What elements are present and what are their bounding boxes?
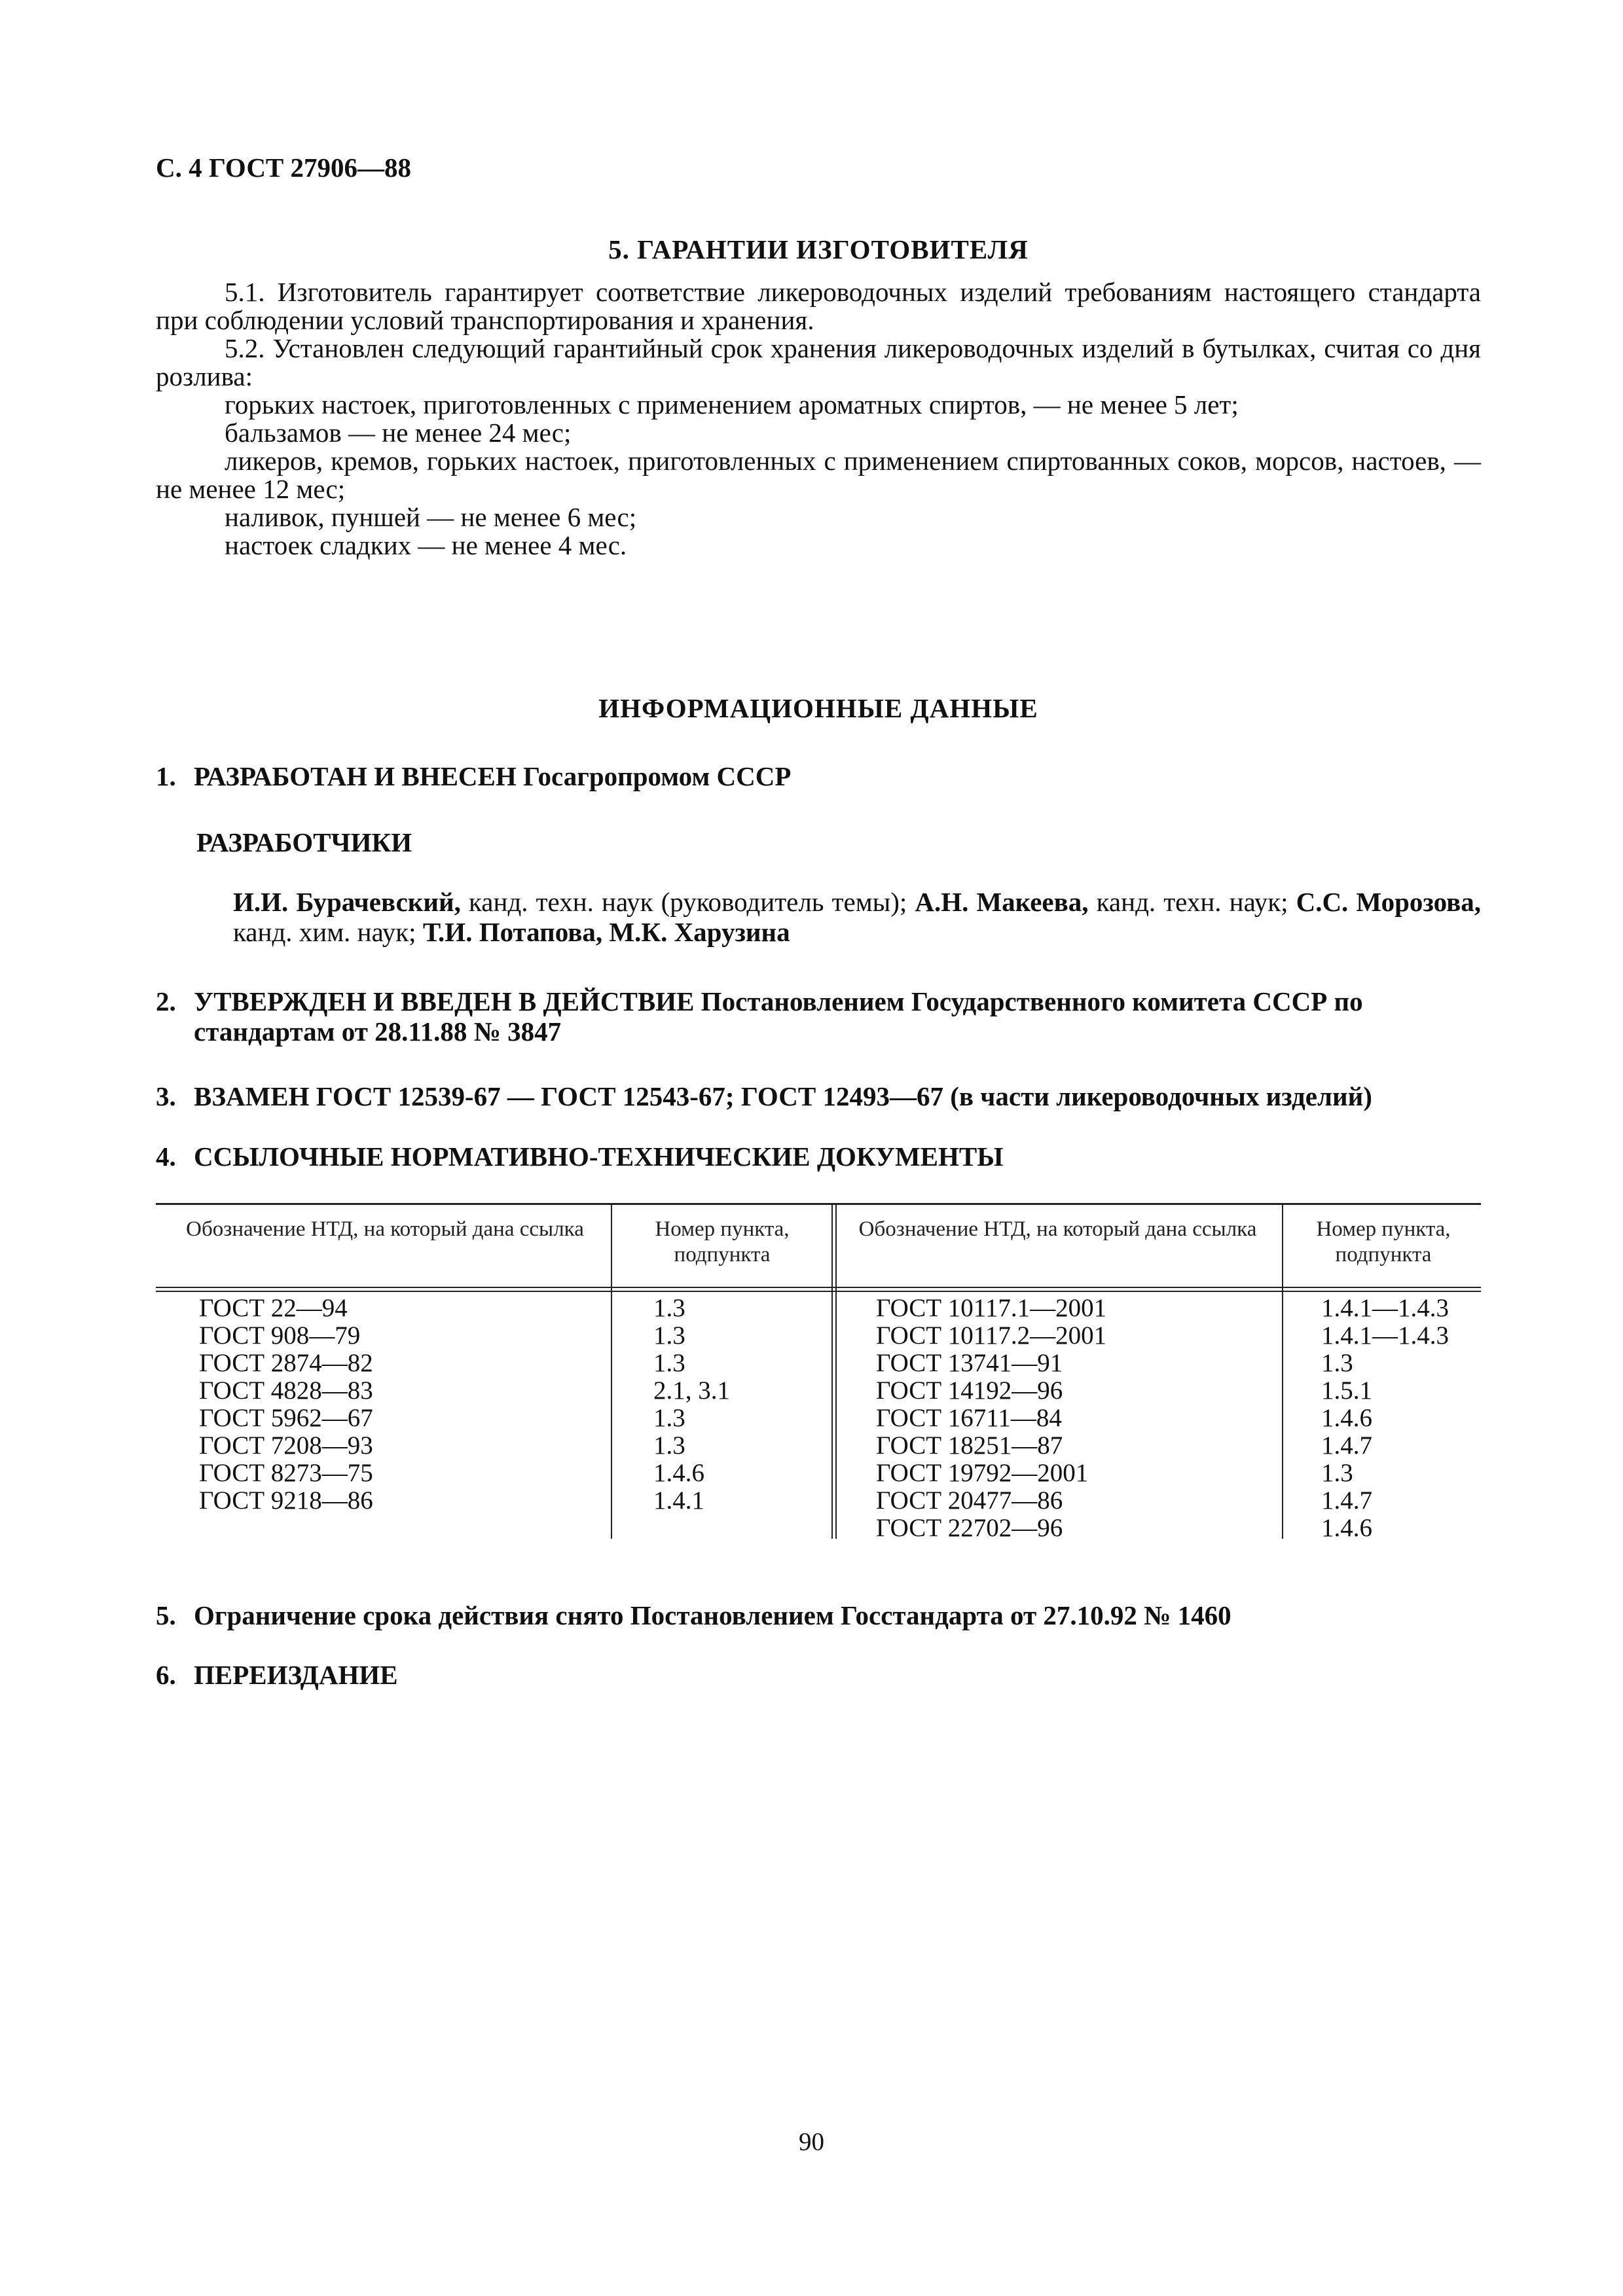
- table-divider: [831, 1205, 833, 1539]
- list-item: горьких настоек, приготовленных с применением ароматных спиртов, — не менее 5 лет;: [225, 389, 1239, 420]
- table-column-right-points: [1321, 1295, 1449, 1542]
- info-item-4: [156, 1141, 1481, 1172]
- developer-desc: канд. техн. наук (руководитель темы);: [460, 887, 915, 917]
- table-cell: ГОСТ 7208—93: [199, 1431, 373, 1460]
- table-cell: ГОСТ 20477—86: [876, 1486, 1063, 1515]
- table-divider: [835, 1205, 837, 1539]
- table-cell: ГОСТ 19792—2001: [876, 1459, 1089, 1487]
- table-cell: ГОСТ 10117.2—2001: [876, 1321, 1107, 1350]
- table-cell: ГОСТ 18251—87: [876, 1431, 1063, 1460]
- developers-list: [233, 887, 1481, 947]
- table-header-cell: Обозначение НТД, на который дана ссылка: [858, 1217, 1257, 1241]
- table-divider: [611, 1205, 612, 1539]
- table-header-cell: Номер пункта, подпункта: [655, 1217, 790, 1266]
- table-cell: 1.4.1: [653, 1486, 704, 1515]
- list-item: настоек сладких — не менее 4 мес.: [225, 530, 627, 560]
- table-divider: [1282, 1205, 1283, 1539]
- table-cell: 1.3: [653, 1321, 685, 1350]
- table-cell: 1.4.6: [1321, 1404, 1372, 1432]
- table-cell: ГОСТ 10117.1—2001: [876, 1294, 1107, 1322]
- item-text: РАЗРАБОТАН И ВНЕСЕН Госагропромом СССР: [194, 761, 792, 791]
- table-cell: 2.1, 3.1: [653, 1376, 730, 1405]
- table-cell: ГОСТ 5962—67: [199, 1404, 373, 1432]
- developer-desc: канд. техн. наук;: [1088, 887, 1296, 917]
- item-number: 4.: [156, 1141, 176, 1172]
- info-item-5: [156, 1600, 1481, 1630]
- developer-name: С.С. Морозова,: [1296, 887, 1481, 917]
- table-cell: 1.3: [653, 1404, 685, 1432]
- table-cell: ГОСТ 13741—91: [876, 1349, 1063, 1377]
- table-cell: 1.4.1—1.4.3: [1321, 1321, 1449, 1350]
- section-5-title: 5. ГАРАНТИИ ИЗГОТОВИТЕЛЯ: [608, 234, 1029, 264]
- table-column-right-docs: [876, 1295, 1106, 1542]
- table-cell: 1.5.1: [1321, 1376, 1372, 1405]
- item-number: 5.: [156, 1600, 176, 1630]
- item-number: 1.: [156, 761, 176, 791]
- developers-label: РАЗРАБОТЧИКИ: [196, 827, 412, 857]
- table-cell: ГОСТ 22—94: [199, 1294, 348, 1322]
- table-cell: 1.3: [653, 1349, 685, 1377]
- table-cell: ГОСТ 9218—86: [199, 1486, 373, 1515]
- table-cell: 1.3: [1321, 1459, 1353, 1487]
- item-text: ВЗАМЕН ГОСТ 12539-67 — ГОСТ 12543-67; ГОСТ 12493—67 (в части ликероводочных изделий): [194, 1081, 1372, 1111]
- info-item-6: [156, 1660, 1481, 1690]
- table-cell: ГОСТ 2874—82: [199, 1349, 373, 1377]
- table-cell: 1.4.6: [1321, 1514, 1372, 1542]
- table-column-left-docs: [199, 1295, 373, 1515]
- table-cell: ГОСТ 22702—96: [876, 1514, 1063, 1542]
- paragraph-5-2: 5.2. Установлен следующий гарантийный срок хранения ликероводочных изделий в бутылках, считая со дня розлива:: [156, 333, 1481, 391]
- table-cell: 1.3: [1321, 1349, 1353, 1377]
- table-cell: ГОСТ 16711—84: [876, 1404, 1062, 1432]
- info-title: ИНФОРМАЦИОННЫЕ ДАННЫЕ: [598, 693, 1038, 723]
- table-cell: 1.4.7: [1321, 1486, 1372, 1515]
- info-item-3: [156, 1081, 1481, 1111]
- list-item: наливок, пуншей — не менее 6 мес;: [225, 502, 637, 532]
- item-text: ССЫЛОЧНЫЕ НОРМАТИВНО-ТЕХНИЧЕСКИЕ ДОКУМЕНТЫ: [194, 1141, 1004, 1172]
- item-number: 3.: [156, 1081, 176, 1111]
- table-cell: 1.3: [653, 1294, 685, 1322]
- developer-desc: канд. хим. наук;: [233, 917, 423, 947]
- list-item: бальзамов — не менее 24 мес;: [225, 418, 572, 448]
- table-cell: ГОСТ 14192—96: [876, 1376, 1063, 1405]
- info-item-1: [156, 761, 1481, 791]
- page-number: 90: [799, 2128, 824, 2156]
- table-cell: ГОСТ 8273—75: [199, 1459, 373, 1487]
- table-cell: 1.4.6: [653, 1459, 704, 1487]
- table-header-cell: Обозначение НТД, на который дана ссылка: [186, 1217, 584, 1241]
- table-cell: 1.4.7: [1321, 1431, 1372, 1460]
- table-cell: ГОСТ 4828—83: [199, 1376, 373, 1405]
- table-column-left-points: [653, 1295, 730, 1515]
- table-cell: 1.3: [653, 1431, 685, 1460]
- developer-name: Т.И. Потапова, М.К. Харузина: [422, 917, 790, 947]
- developer-name: А.Н. Макеева,: [915, 887, 1089, 917]
- paragraph-5-1: 5.1. Изготовитель гарантирует соответствие ликероводочных изделий требованиям настоящего стандарта при соблюдении условий транспортирования и хранения.: [156, 277, 1481, 335]
- table-cell: 1.4.1—1.4.3: [1321, 1294, 1449, 1322]
- list-item: ликеров, кремов, горьких настоек, приготовленных с применением спиртованных соков, морсов, настоев, — не менее 12 мес;: [156, 446, 1481, 504]
- item-text: УТВЕРЖДЕН И ВВЕДЕН В ДЕЙСТВИЕ Постановлением Государственного комитета СССР по стандартам от 28.11.88 № 3847: [194, 986, 1363, 1047]
- developer-name: И.И. Бурачевский,: [233, 887, 461, 917]
- item-text: ПЕРЕИЗДАНИЕ: [194, 1660, 398, 1690]
- table-cell: ГОСТ 908—79: [199, 1321, 361, 1350]
- item-number: 2.: [156, 986, 176, 1016]
- info-item-2: [156, 986, 1481, 1047]
- reference-documents-table: [156, 1203, 1481, 1542]
- page-header-ref: С. 4 ГОСТ 27906—88: [156, 152, 412, 183]
- item-number: 6.: [156, 1660, 176, 1690]
- section-5-body: [156, 278, 1481, 560]
- item-text: Ограничение срока действия снято Постановлением Госстандарта от 27.10.92 № 1460: [194, 1600, 1231, 1630]
- table-header-cell: Номер пункта, подпункта: [1316, 1217, 1451, 1266]
